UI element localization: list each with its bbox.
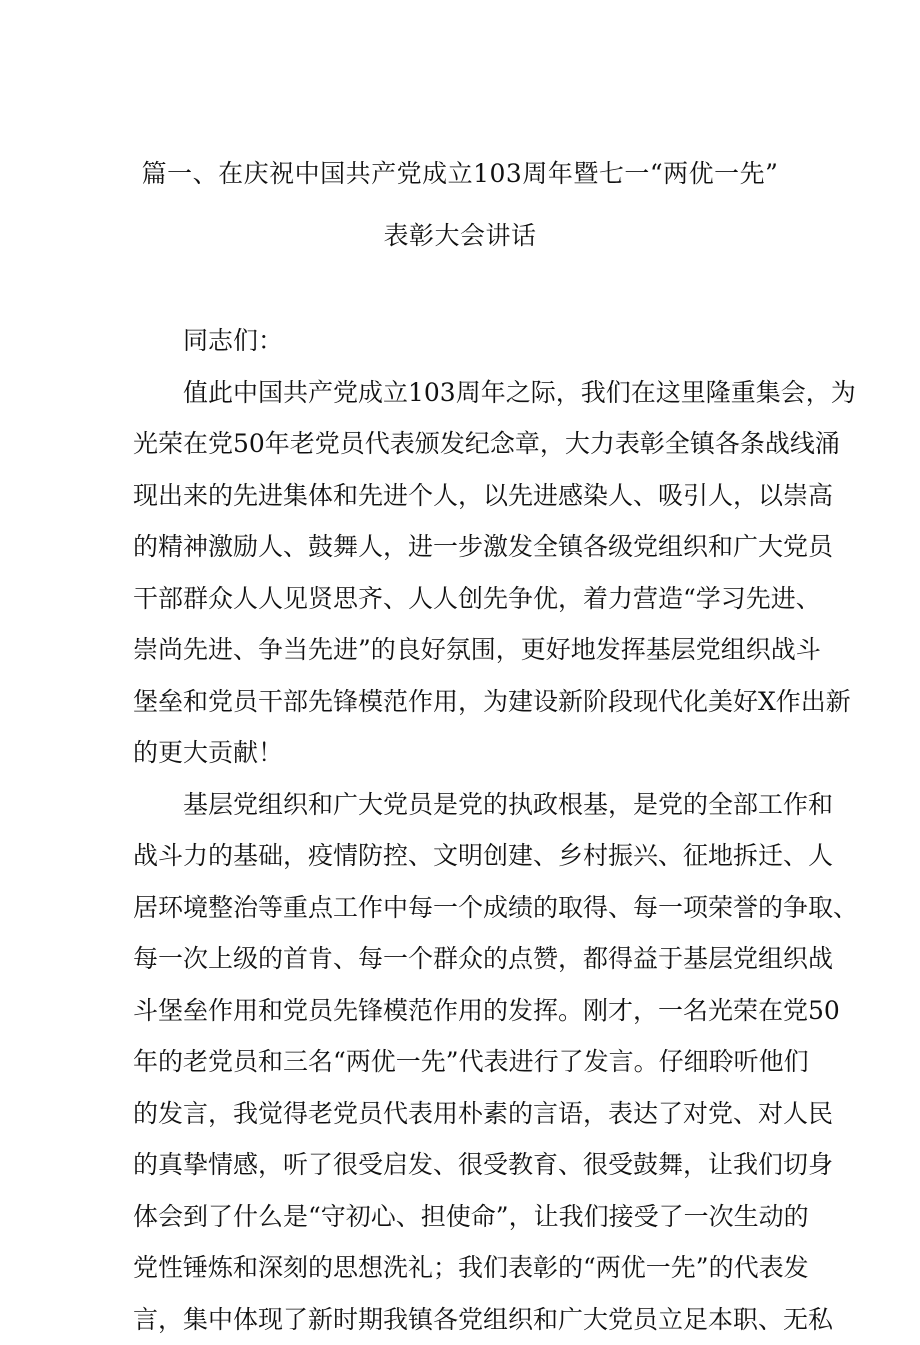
paragraph-line: 的精神激励人、鼓舞人，进一步激发全镇各级党组织和广大党员 — [133, 521, 793, 573]
salutation: 同志们： — [133, 315, 793, 367]
paragraph-line: 崇尚先进、争当先进”的良好氛围，更好地发挥基层党组织战斗 — [133, 624, 793, 676]
document-body — [133, 315, 793, 1345]
paragraph-line: 光荣在党50年老党员代表颁发纪念章，大力表彰全镇各条战线涌 — [133, 418, 793, 470]
paragraph-line: 每一次上级的首肯、每一个群众的点赞，都得益于基层党组织战 — [133, 933, 793, 985]
paragraph-line: 战斗力的基础，疫情防控、文明创建、乡村振兴、征地拆迁、人 — [133, 830, 793, 882]
paragraph-line: 言，集中体现了新时期我镇各党组织和广大党员立足本职、无私 — [133, 1294, 793, 1345]
paragraph-2 — [133, 779, 793, 1345]
paragraph-line: 基层党组织和广大党员是党的执政根基，是党的全部工作和 — [133, 779, 793, 831]
paragraph-line: 现出来的先进集体和先进个人，以先进感染人、吸引人，以崇高 — [133, 470, 793, 522]
paragraph-line: 的发言，我觉得老党员代表用朴素的言语，表达了对党、对人民 — [133, 1088, 793, 1140]
document-title-line-2: 表彰大会讲话 — [0, 219, 920, 253]
paragraph-line: 堡垒和党员干部先锋模范作用，为建设新阶段现代化美好X作出新 — [133, 676, 793, 728]
paragraph-line: 干部群众人人见贤思齐、人人创先争优，着力营造“学习先进、 — [133, 573, 793, 625]
paragraph-line: 体会到了什么是“守初心、担使命”，让我们接受了一次生动的 — [133, 1191, 793, 1243]
paragraph-line: 值此中国共产党成立103周年之际，我们在这里隆重集会，为 — [133, 367, 793, 419]
paragraph-line: 的真挚情感，听了很受启发、很受教育、很受鼓舞，让我们切身 — [133, 1139, 793, 1191]
paragraph-line: 斗堡垒作用和党员先锋模范作用的发挥。刚才，一名光荣在党50 — [133, 985, 793, 1037]
paragraph-line: 年的老党员和三名“两优一先”代表进行了发言。仔细聆听他们 — [133, 1036, 793, 1088]
document-title-line-1: 篇一、在庆祝中国共产党成立103周年暨七一“两优一先” — [0, 157, 920, 191]
paragraph-line: 党性锤炼和深刻的思想洗礼；我们表彰的“两优一先”的代表发 — [133, 1242, 793, 1294]
paragraph-1 — [133, 367, 793, 779]
paragraph-line: 的更大贡献！ — [133, 727, 793, 779]
paragraph-line: 居环境整治等重点工作中每一个成绩的取得、每一项荣誉的争取、 — [133, 882, 793, 934]
